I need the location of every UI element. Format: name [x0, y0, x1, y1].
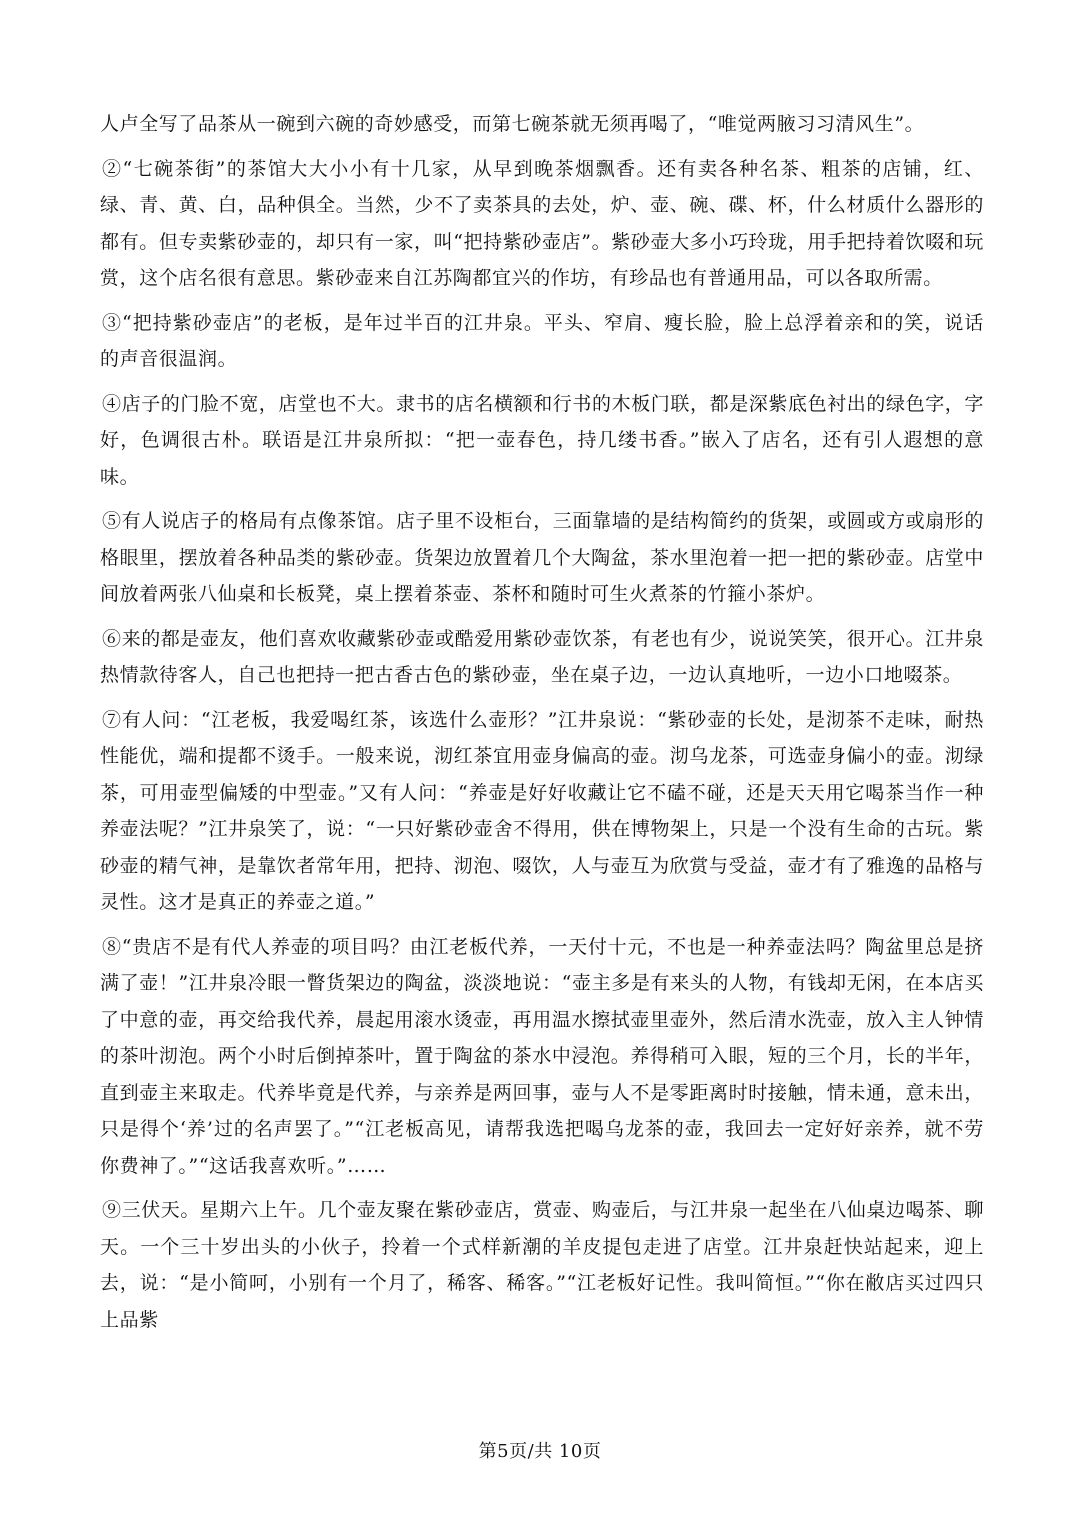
- paragraph-8: ⑧“贵店不是有代人养壶的项目吗？由江老板代养，一天付十元，不也是一种养壶法吗？陶盆里总是挤满了壶！”江井泉冷眼一瞥货架边的陶盆，淡淡地说：“壶主多是有来头的人物，有钱却无闲，在本店买了中意的壶，再交给我代养，晨起用滚水烫壶，再用温水擦拭壶里壶外，然后清水洗壶，放入主人钟情的茶叶沏泡。两个小时后倒掉茶叶，置于陶盆的茶水中浸泡。养得稍可入眼，短的三个月，长的半年，直到壶主来取走。代养毕竟是代养，与亲养是两回事，壶与人不是零距离时时接触，情未通，意未出，只是得个‘养’过的名声罢了。”“江老板高见，请帮我选把喝乌龙茶的壶，我回去一定好好亲养，就不劳你费神了。”“这话我喜欢听。”……: [100, 935, 984, 1177]
- paragraph-5: ⑤有人说店子的格局有点像茶馆。店子里不设柜台，三面靠墙的是结构简约的货架，或圆或方或扇形的格眼里，摆放着各种品类的紫砂壶。货架边放置着几个大陶盆，茶水里泡着一把一把的紫砂壶。店堂中间放着两张八仙桌和长板凳，桌上摆着茶壶、茶杯和随时可生火煮茶的竹箍小茶炉。: [100, 510, 985, 605]
- body-text: [100, 106, 984, 1338]
- paragraph-6: ⑥来的都是壶友，他们喜欢收藏紫砂壶或酷爱用紫砂壶饮茶，有老也有少，说说笑笑，很开心。江井泉热情款待客人，自己也把持一把古香古色的紫砂壶，坐在桌子边，一边认真地听，一边小口地啜茶。: [100, 627, 985, 686]
- paragraph-3: ③“把持紫砂壶店”的老板，是年过半百的江井泉。平头、窄肩、瘦长脸，脸上总浮着亲和的笑，说话的声音很温润。: [100, 311, 984, 370]
- paragraph-9: ⑨三伏天。星期六上午。几个壶友聚在紫砂壶店，赏壶、购壶后，与江井泉一起坐在八仙桌边喝茶、聊天。一个三十岁出头的小伙子，拎着一个式样新潮的羊皮提包走进了店堂。江井泉赶快站起来，迎上去，说：“是小简呵，小别有一个月了，稀客、稀客。”“江老板好记性。我叫简恒。”“你在敝店买过四只上品紫: [100, 1199, 985, 1331]
- paragraph-4: ④店子的门脸不宽，店堂也不大。隶书的店名横额和行书的木板门联，都是深紫底色衬出的绿色字，字好，色调很古朴。联语是江井泉所拟：“把一壶春色，持几缕书香。”嵌入了店名，还有引人遐想的意味。: [100, 392, 985, 488]
- paragraph-continuation: 人卢全写了品茶从一碗到六碗的奇妙感受，而第七碗茶就无须再喝了，“唯觉两腋习习清风生”。: [100, 113, 925, 135]
- paragraph-7: ⑦有人问：“江老板，我爱喝红茶，该选什么壶形？”江井泉说：“紫砂壶的长处，是沏茶不走味，耐热性能优，端和提都不烫手。一般来说，沏红茶宜用壶身偏高的壶。沏乌龙茶，可选壶身偏小的壶。沏绿茶，可用壶型偏矮的中型壶。”又有人问：“养壶是好好收藏让它不磕不碰，还是天天用它喝茶当作一种养壶法呢？”江井泉笑了，说：“一只好紫砂壶舍不得用，供在博物架上，只是一个没有生命的古玩。紫砂壶的精气神，是靠饮者常年用，把持、沏泡、啜饮，人与壶互为欣赏与受益，壶才有了雅逸的品格与灵性。这才是真正的养壶之道。”: [100, 708, 984, 913]
- paragraph-2: ②“七碗茶街”的茶馆大大小小有十几家，从早到晚茶烟飘香。还有卖各种名茶、粗茶的店铺，红、绿、青、黄、白，品种俱全。当然，少不了卖茶具的去处，炉、壶、碗、碟、杯，什么材质什么器形的都有。但专卖紫砂壶的，却只有一家，叫“把持紫砂壶店”。紫砂壶大多小巧玲珑，用手把持着饮啜和玩赏，这个店名很有意思。紫砂壶来自江苏陶都宜兴的作坊，有珍品也有普通用品，可以各取所需。: [100, 157, 984, 289]
- page-number-footer: 第5页/共 10页: [478, 1441, 602, 1462]
